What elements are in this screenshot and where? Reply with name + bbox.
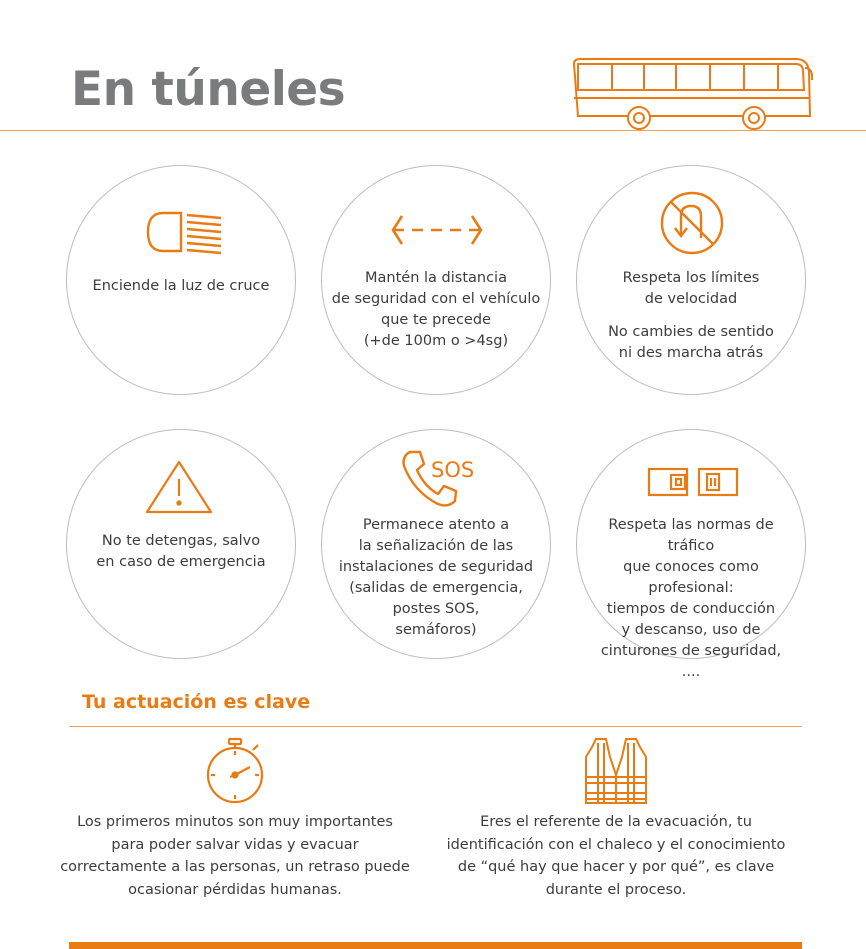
tip-text: No te detengas, salvo en caso de emergencia [96,533,266,570]
tip-speed-limits [576,165,806,395]
tip-low-beam [66,165,296,395]
section-rule [69,726,802,727]
stopwatch-icon [204,737,266,805]
seatbelt-icon [647,466,739,498]
tip-text: Permanece atento a la señalización de las instalaciones de seguridad (salidas de emergencia, postes SOS, semáforos) [338,517,534,638]
tip-no-stopping [66,429,296,659]
page-title: En túneles [71,62,346,117]
tip-text: Enciende la luz de cruce [92,278,270,294]
tip-sos-signals [321,429,551,659]
safety-vest-icon [584,737,648,805]
left-paragraph: Los primeros minutos son muy importantes para poder salvar vidas y evacuar correctamente a las personas, un retraso puede ocasionar pérdidas humanas. [60,814,410,898]
tip-traffic-rules [576,429,806,680]
tip-text: Mantén la distancia de seguridad con el vehículo que te precede (+de 100m o >4sg) [331,270,541,349]
bus-icon [572,56,814,132]
no-u-turn-icon [659,190,725,256]
header-rule [0,130,866,131]
sos-label: SOS [431,458,475,482]
tip-text: Respeta las normas de tráfico que conoces como profesional: tiempos de conducción y descanso, uso de cinturones de seguridad, .... [600,517,782,680]
tip-text: Respeta los límites de velocidad [622,270,760,307]
tip-safe-distance [321,165,551,395]
right-paragraph: Eres el referente de la evacuación, tu identificación con el chaleco y el conocimiento de “qué hay que hacer y por qué”, es clave durante el proceso. [446,814,786,898]
warning-triangle-icon [144,459,214,515]
bottom-bar [69,942,802,949]
tip-text-extra: No cambies de sentido ni des marcha atrás [608,324,774,361]
distance-arrows-icon [391,212,483,248]
low-beam-icon [145,210,223,256]
section-title: Tu actuación es clave [82,691,311,713]
